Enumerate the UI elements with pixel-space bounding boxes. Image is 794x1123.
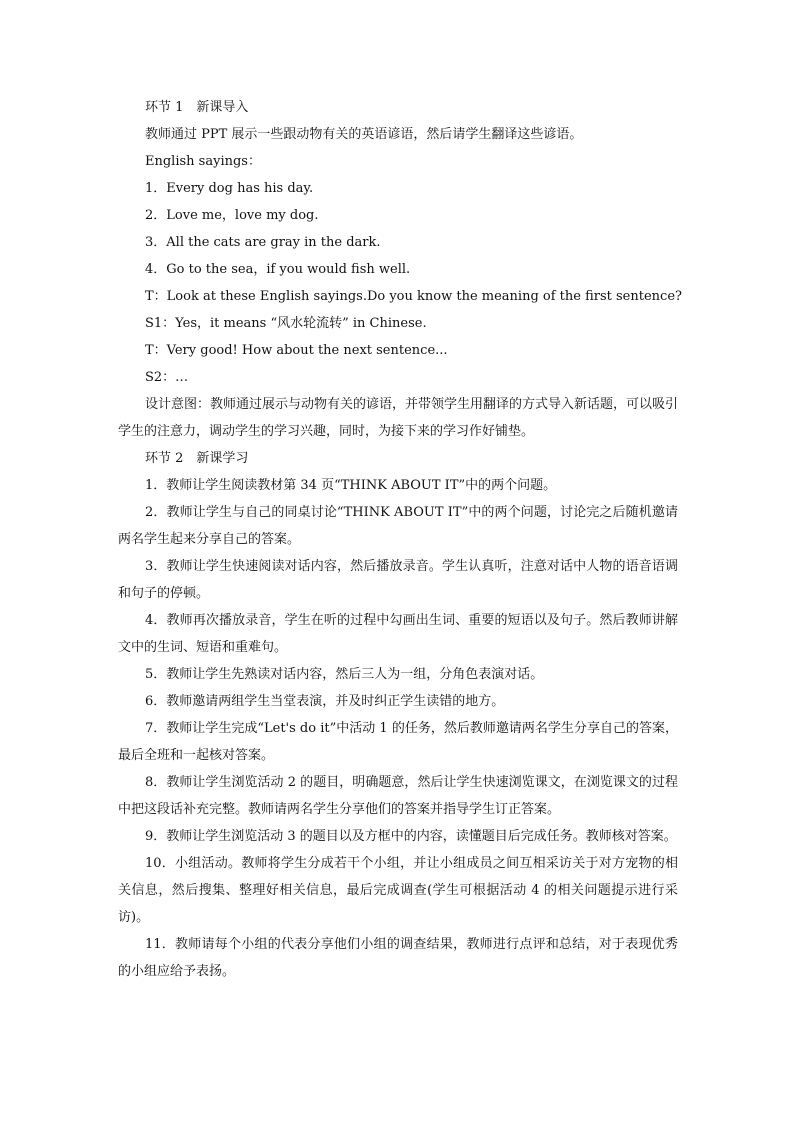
saying-item: 3．All the cats are gray in the dark.	[145, 235, 381, 250]
section-1-heading: 环节 1 新课导入	[145, 100, 249, 115]
step-item: 10．小组活动。教师将学生分成若干个小组，并让小组成员之间互相采访关于对方宠物的相关信息，然后搜集、整理好相关信息，最后完成调查(学生可根据活动 4 的相关问题提示进行采访)。	[118, 856, 678, 925]
step-item: 7．教师让学生完成“Let's do it”中活动 1 的任务，然后教师邀请两名学生分享自己的答案，最后全班和一起核对答案。	[118, 721, 678, 763]
saying-item: 4．Go to the sea，if you would fish well.	[145, 262, 411, 277]
section-2-heading: 环节 2 新课学习	[145, 451, 249, 466]
saying-item: 2．Love me，love my dog.	[145, 208, 319, 223]
saying-item: 1．Every dog has his day.	[145, 181, 314, 196]
step-item: 11．教师请每个小组的代表分享他们小组的调查结果，教师进行点评和总结，对于表现优秀的小组应给予表扬。	[118, 937, 678, 979]
dialogue-line: T：Look at these English sayings.Do you know the meaning of the first sentence?	[145, 289, 682, 304]
sayings-label: English sayings：	[145, 154, 261, 169]
design-intent: 设计意图：教师通过展示与动物有关的谚语，并带领学生用翻译的方式导入新话题，可以吸引学生的注意力，调动学生的学习兴趣，同时，为接下来的学习作好铺垫。	[118, 397, 679, 439]
step-item: 5．教师让学生先熟读对话内容，然后三人为一组，分角色表演对话。	[145, 667, 544, 682]
lesson-plan-content	[118, 94, 682, 985]
dialogue-line: T：Very good! How about the next sentence...	[145, 343, 448, 358]
step-item: 9．教师让学生浏览活动 3 的题目以及方框中的内容，读懂题目后完成任务。教师核对答案。	[145, 829, 677, 844]
section-1-intro: 教师通过 PPT 展示一些跟动物有关的英语谚语，然后请学生翻译这些谚语。	[145, 127, 583, 142]
step-item: 8．教师让学生浏览活动 2 的题目，明确题意，然后让学生快速浏览课文，在浏览课文的过程中把这段话补充完整。教师请两名学生分享他们的答案并指导学生订正答案。	[118, 775, 678, 817]
step-item: 3．教师让学生快速阅读对话内容，然后播放录音。学生认真听，注意对话中人物的语音语调和句子的停顿。	[118, 559, 678, 601]
step-item: 6．教师邀请两组学生当堂表演，并及时纠正学生读错的地方。	[145, 694, 505, 709]
dialogue-line: S1：Yes，it means “风水轮流转” in Chinese.	[145, 316, 427, 331]
step-item: 2．教师让学生与自己的同桌讨论“THINK ABOUT IT”中的两个问题，讨论完之后随机邀请两名学生起来分享自己的答案。	[118, 505, 678, 547]
step-item: 1．教师让学生阅读教材第 34 页“THINK ABOUT IT”中的两个问题。	[145, 478, 557, 493]
step-item: 4．教师再次播放录音，学生在听的过程中勾画出生词、重要的短语以及句子。然后教师讲解文中的生词、短语和重难句。	[118, 613, 678, 655]
dialogue-line: S2：…	[145, 370, 189, 385]
